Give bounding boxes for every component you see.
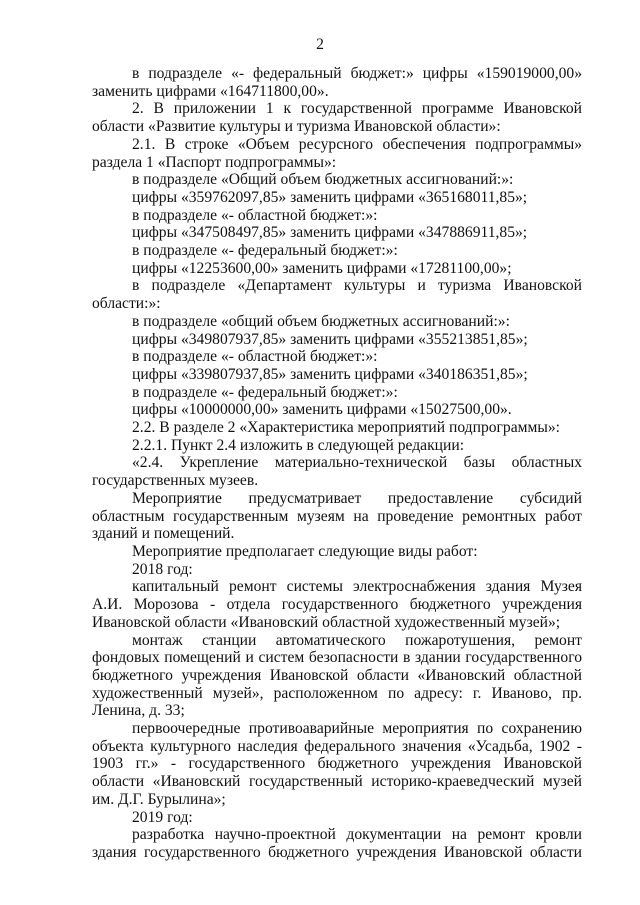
paragraph: в подразделе «Департамент культуры и туризма Ивановской области:»: (92, 277, 582, 313)
paragraph: в подразделе «- федеральный бюджет:»: (132, 242, 398, 260)
paragraph: в подразделе «- областной бюджет:»: (132, 348, 378, 366)
paragraph: первоочередные противоаварийные мероприятия по сохранению объекта культурного наследия федерального значения «Усадьба, 1902 - 1903 гг.» - государственного бюджетного учреждения Ивановской области «Ивановский государственный историко-краеведческий музей им. Д.Г. Бурылина»; (92, 720, 582, 808)
paragraph: в подразделе «общий объем бюджетных ассигнований:»: (132, 312, 510, 330)
paragraph: Мероприятие предусматривает предоставление субсидий областным государственным музеям на проведение ремонтных работ зданий и помещений. (92, 489, 582, 543)
paragraph: 2. В приложении 1 к государственной программе Ивановской области «Развитие культуры и туризма Ивановской области»: (92, 100, 582, 136)
paragraph: «2.4. Укрепление материально-технической базы областных государственных музеев. (92, 454, 582, 490)
paragraph: 2.2. В разделе 2 «Характеристика мероприятий подпрограммы»: (132, 419, 560, 437)
paragraph: в подразделе «- областной бюджет:»: (132, 206, 378, 224)
paragraph: цифры «12253600,00» заменить цифрами «17281100,00»; (132, 259, 512, 277)
paragraph: цифры «349807937,85» заменить цифрами «355213851,85»; (132, 330, 528, 348)
paragraph: разработка научно-проектной документации на ремонт кровли здания государственного бюджетного учреждения Ивановской области (92, 826, 582, 861)
paragraph: в подразделе «- федеральный бюджет:» цифры «159019000,00» заменить цифрами «164711800,00». (92, 65, 582, 100)
document-body (92, 65, 582, 862)
paragraph: в подразделе «- федеральный бюджет:»: (132, 383, 398, 401)
paragraph: 2019 год: (132, 808, 193, 826)
paragraph: цифры «347508497,85» заменить цифрами «347886911,85»; (132, 224, 528, 242)
paragraph: в подразделе «Общий объем бюджетных ассигнований:»: (132, 171, 514, 189)
paragraph: 2.2.1. Пункт 2.4 изложить в следующей редакции: (132, 436, 465, 454)
paragraph: 2018 год: (132, 560, 193, 578)
paragraph: 2.1. В строке «Объем ресурсного обеспечения подпрограммы» раздела 1 «Паспорт подпрограммы»: (92, 135, 582, 171)
paragraph: монтаж станции автоматического пожаротушения, ремонт фондовых помещений и систем безопасности в здании государственного бюджетного учреждения Ивановской области «Ивановский областной художественный музей», расположенном по адресу: г. Иваново, пр. Ленина, д. 33; (92, 631, 582, 720)
paragraph: капитальный ремонт системы электроснабжения здания Музея А.И. Морозова - отдела государственного бюджетного учреждения Ивановской области «Ивановский областной художественный музей»; (92, 578, 582, 631)
paragraph: Мероприятие предполагает следующие виды работ: (132, 542, 478, 560)
page-number: 2 (316, 36, 324, 53)
paragraph: цифры «10000000,00» заменить цифрами «15027500,00». (132, 401, 512, 419)
paragraph: цифры «359762097,85» заменить цифрами «365168011,85»; (132, 188, 528, 206)
paragraph: цифры «339807937,85» заменить цифрами «340186351,85»; (132, 365, 528, 383)
